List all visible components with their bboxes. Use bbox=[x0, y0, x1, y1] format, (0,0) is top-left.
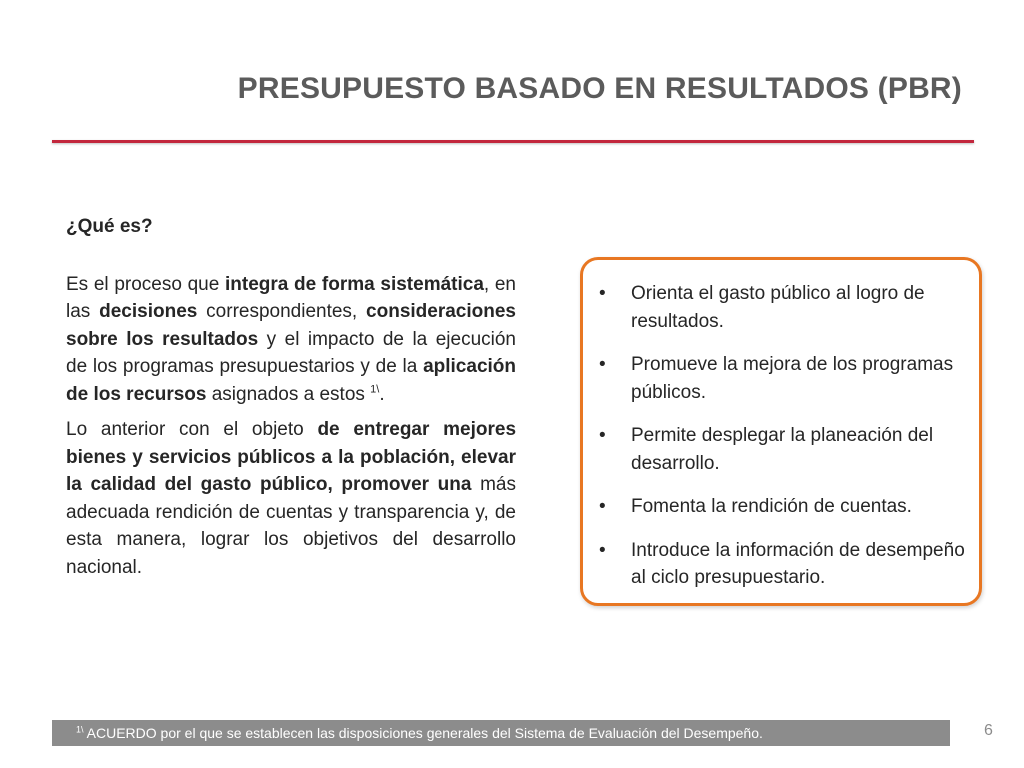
para1-bold-2: decisiones bbox=[99, 301, 198, 322]
para1-text-4: y el impacto de la ejecución de los programas presupuestarios y de la bbox=[66, 328, 516, 377]
para1-bold-1: integra de forma sistemática bbox=[225, 273, 484, 295]
definition-paragraph bbox=[66, 271, 516, 409]
para1-text-6: . bbox=[379, 383, 385, 405]
list-item bbox=[595, 351, 967, 406]
para1-text-5: asignados a estos bbox=[206, 383, 371, 405]
footnote-marker: 1\ bbox=[76, 724, 84, 735]
para1-bold-4: aplicación de los recursos bbox=[66, 356, 516, 405]
list-item-text: Permite desplegar la planeación del desarrollo. bbox=[631, 425, 934, 474]
slide-title: PRESUPUESTO BASADO EN RESULTADOS (PBR) bbox=[237, 72, 962, 105]
para1-text-1: Es el proceso que bbox=[66, 273, 226, 295]
list-item bbox=[595, 280, 967, 335]
footnote-reference: 1\ bbox=[370, 383, 380, 396]
features-box bbox=[580, 257, 982, 606]
para2-text-2: más adecuada rendición de cuentas y transparencia y, de esta manera, lograr los objetivos del desarrollo nacional. bbox=[66, 474, 516, 578]
bullet-icon: • bbox=[599, 539, 606, 561]
page-number: 6 bbox=[984, 722, 993, 739]
title-divider bbox=[52, 140, 974, 143]
list-item bbox=[595, 493, 967, 521]
list-item-text: Promueve la mejora de los programas públicos. bbox=[631, 354, 954, 403]
definition-section bbox=[66, 213, 516, 589]
objective-paragraph bbox=[66, 416, 516, 581]
footnote-text: ACUERDO por el que se establecen las disposiciones generales del Sistema de Evaluación del Desempeño. bbox=[83, 725, 763, 741]
para1-text-2: , en las bbox=[66, 273, 516, 322]
bullet-icon: • bbox=[599, 354, 606, 375]
para1-text-3: correspondientes, bbox=[197, 301, 367, 322]
list-item-text: Fomenta la rendición de cuentas. bbox=[631, 496, 912, 517]
bullet-icon: • bbox=[599, 283, 606, 304]
list-item bbox=[595, 537, 967, 592]
features-list bbox=[583, 260, 979, 592]
para1-bold-3: consideraciones sobre los resultados bbox=[66, 301, 516, 350]
list-item-text: Orienta el gasto público al logro de resultados. bbox=[631, 283, 925, 332]
bullet-icon: • bbox=[599, 496, 606, 517]
bullet-icon: • bbox=[599, 425, 606, 446]
list-item bbox=[595, 422, 967, 477]
section-heading: ¿Qué es? bbox=[66, 216, 153, 237]
footnote-bar bbox=[52, 720, 950, 746]
para2-bold-1: de entregar mejores bienes y servicios públicos a la población, elevar la calidad del gasto público, promover una bbox=[66, 419, 517, 495]
para2-text-1: Lo anterior con el objeto bbox=[66, 419, 318, 440]
list-item-text: Introduce la información de desempeño al ciclo presupuestario. bbox=[631, 539, 965, 588]
